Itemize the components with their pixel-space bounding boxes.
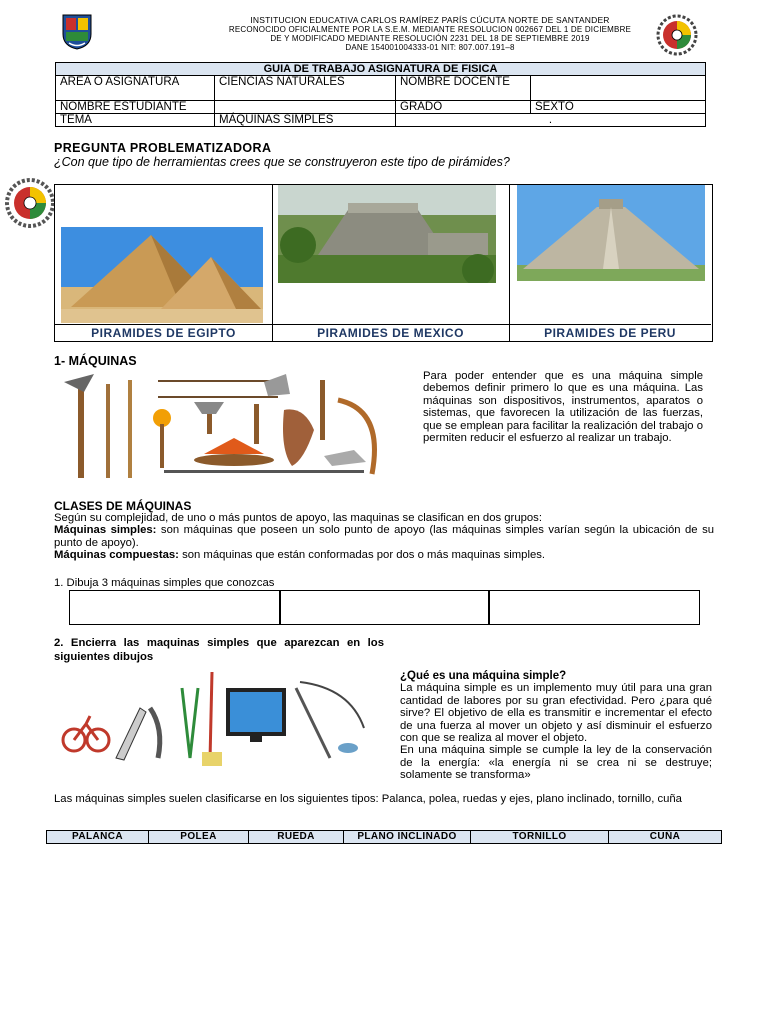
type-polea: POLEA [149, 831, 249, 844]
drawing-box-3[interactable] [488, 590, 700, 625]
grado-label: GRADO [396, 101, 531, 114]
docente-label: NOMBRE DOCENTE [396, 76, 531, 101]
header-line-2: RECONOCIDO OFICIALMENTE POR LA S.E.M. MEDIANTE RESOLUCION 002667 DEL 1 DE DICIEMBRE [228, 25, 632, 34]
caption-egypt: PIRAMIDES DE EGIPTO [55, 324, 272, 341]
classes-block [54, 512, 714, 562]
compound-machines-label: Máquinas compuestas: [54, 549, 179, 562]
header-line-1: INSTITUCION EDUCATIVA CARLOS RAMÍREZ PARÍS CÚCUTA NORTE DE SANTANDER [250, 15, 610, 25]
header-line-3: DE Y MODIFICADO MEDIANTE RESOLUCIÓN 2231 DEL 18 DE SEPTIEMBRE 2019 [270, 34, 590, 43]
simple-machines-label: Máquinas simples: [54, 524, 157, 537]
type-palanca: PALANCA [47, 831, 149, 844]
peru-pyramid-image [517, 185, 705, 281]
compound-machines-text: son máquinas que están conformadas por dos o más maquinas simples. [178, 549, 546, 562]
simple-machine-paragraph-2: En una máquina simple se cumple la ley de la conservación de la energía: «la energía ni se crea ni se destruye; solamente se transforma» [400, 744, 712, 782]
exercise-1-text: 1. Dibuja 3 máquinas simples que conozcas [54, 577, 275, 589]
tema-label: TEMA [56, 114, 215, 127]
type-plano-inclinado: PLANO INCLINADO [344, 831, 471, 844]
type-tornillo: TORNILLO [471, 831, 609, 844]
classes-intro: Según su complejidad, de uno o más puntos de apoyo, las maquinas se clasifican en dos grupos: [54, 512, 542, 524]
caption-peru: PIRAMIDES DE PERU [509, 324, 711, 341]
simple-machine-block [400, 670, 712, 782]
guide-title: GUIA DE TRABAJO ASIGNATURA DE FISICA [56, 63, 706, 76]
pyramid-peru-cell [509, 185, 711, 341]
simple-machine-question: ¿Qué es una máquina simple? [400, 670, 567, 682]
student-label: NOMBRE ESTUDIANTE [56, 101, 215, 114]
header-line-4: DANE 154001004333-01 NIT: 807.007.191–8 [345, 43, 515, 52]
caption-mexico: PIRAMIDES DE MEXICO [272, 324, 509, 341]
problem-heading: PREGUNTA PROBLEMATIZADORA [54, 141, 272, 155]
area-label: AREA O ASIGNATURA [56, 76, 215, 101]
drawing-box-2[interactable] [279, 590, 490, 625]
area-value: CIENCIAS NATURALES [215, 76, 396, 101]
problem-question: ¿Con que tipo de herramientas crees que se construyeron este tipo de pirámides? [54, 155, 510, 169]
simple-machines-text: son máquinas que poseen un solo punto de apoyo (las máquinas simples varían según la ubicación de su punto de apoyo). [54, 524, 714, 549]
docente-value[interactable] [531, 76, 706, 101]
type-rueda: RUEDA [249, 831, 344, 844]
classes-heading: CLASES DE MÁQUINAS [54, 499, 192, 513]
types-table [46, 830, 722, 844]
exercise-2-text: 2. Encierra las maquinas simples que aparezcan en los siguientes dibujos [54, 637, 384, 663]
simple-machines-drawings-image [60, 668, 370, 772]
side-gear-logo [2, 178, 58, 228]
egypt-pyramids-image [61, 227, 263, 323]
machines-heading: 1- MÁQUINAS [54, 354, 137, 368]
simple-machine-paragraph-1: La máquina simple es un implemento muy útil para una gran cantidad de labores por su gran efectividad. Pero ¿para qué sirve? El objetivo de ella es transmitir e incrementar el efecto de una fuerza al mover un objeto y así disminuir el esfuerzo con que se realiza al mover el objeto. [400, 682, 712, 745]
mexico-ruins-image [278, 185, 496, 283]
primitive-tools-image [54, 370, 400, 482]
type-cuna: CUÑA [609, 831, 722, 844]
compound-machines-def [54, 549, 714, 561]
pyramid-mexico-cell [272, 185, 510, 341]
types-intro: Las máquinas simples suelen clasificarse en los siguientes tipos: Palanca, polea, ruedas y ejes, plano inclinado, tornillo, cuña [54, 793, 682, 805]
drawing-box-1[interactable] [69, 590, 281, 625]
pyramids-table [54, 184, 713, 342]
simple-machines-def [54, 524, 714, 549]
grado-value: SEXTO [531, 101, 706, 114]
tema-value: MÁQUINAS SIMPLES [215, 114, 396, 127]
school-shield-logo [62, 14, 92, 50]
student-value[interactable] [215, 101, 396, 114]
machines-paragraph: Para poder entender que es una máquina simple debemos definir primero lo que es una máquina. Las máquinas son dispositivos, instrumentos, aparatos o sistemas, que favorecen la utilización de las fuerzas, que se emplean para facilitar la realización del trabajo o permiten reducir el esfuerzo al realizar un trabajo. [423, 370, 703, 445]
info-table [55, 62, 706, 127]
tema-dot: . [396, 114, 706, 127]
pyramid-egypt-cell [55, 185, 273, 341]
